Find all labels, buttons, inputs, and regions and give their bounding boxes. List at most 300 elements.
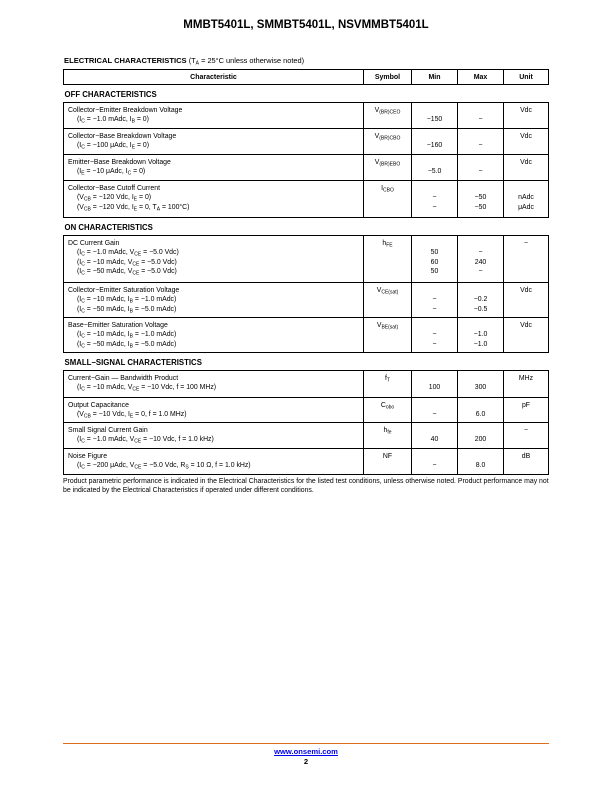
text-run: (I bbox=[77, 258, 82, 266]
subscript: fe bbox=[387, 429, 392, 436]
characteristic-name: Collector−Emitter Breakdown Voltage bbox=[68, 107, 183, 114]
test-condition bbox=[68, 330, 359, 339]
max-value: −50 bbox=[474, 194, 487, 202]
section-heading-row bbox=[64, 85, 549, 103]
unit-cell bbox=[504, 318, 549, 353]
col-symbol: Symbol bbox=[364, 70, 412, 85]
subscript: CE bbox=[134, 464, 142, 471]
subscript: S bbox=[185, 464, 189, 471]
unit-cell bbox=[504, 181, 549, 218]
min-value: − bbox=[432, 305, 437, 313]
min-value: 50 bbox=[430, 268, 439, 276]
subscript: (BR)CBO bbox=[379, 135, 401, 142]
characteristic-cell bbox=[64, 103, 364, 129]
text-run: = 10 Ω, f = 1.0 kHz) bbox=[188, 462, 251, 470]
text-run: = 0) bbox=[134, 116, 149, 124]
subscript: C bbox=[81, 298, 85, 305]
subscript: B bbox=[129, 343, 134, 350]
table-row bbox=[64, 103, 549, 129]
text-run: = 25°C unless otherwise noted) bbox=[199, 56, 305, 65]
characteristic-cell bbox=[64, 423, 364, 449]
characteristic-name: Collector−Emitter Saturation Voltage bbox=[68, 287, 180, 294]
subscript: CBO bbox=[383, 187, 394, 194]
min-value: − bbox=[432, 340, 437, 348]
text-run: = −5.0 Vdc) bbox=[141, 249, 179, 257]
test-condition bbox=[68, 295, 359, 304]
min-cell bbox=[412, 318, 458, 353]
unit-value: nAdc bbox=[518, 194, 534, 202]
table-row bbox=[64, 371, 549, 398]
max-value: −1.0 bbox=[473, 340, 488, 348]
unit-cell bbox=[504, 129, 549, 155]
subscript: CE bbox=[134, 251, 142, 258]
test-condition bbox=[68, 435, 359, 444]
test-condition bbox=[68, 267, 359, 276]
text-run: = −1.0 mAdc, V bbox=[84, 436, 135, 444]
text-run: h bbox=[383, 427, 388, 434]
max-value bbox=[458, 106, 503, 115]
max-cell bbox=[458, 371, 504, 398]
subscript: B bbox=[131, 118, 135, 125]
text-run: = −5.0 Vdc) bbox=[139, 258, 177, 266]
table-container bbox=[63, 69, 553, 495]
unit-cell bbox=[504, 155, 549, 181]
unit-value: Vdc bbox=[520, 133, 532, 140]
symbol-cell bbox=[364, 398, 412, 423]
subscript: CE bbox=[132, 261, 140, 268]
table-title-note bbox=[187, 56, 304, 65]
subscript: CB bbox=[83, 196, 91, 203]
text-run: = −10 Vdc, I bbox=[90, 411, 130, 419]
text-run: V bbox=[376, 287, 382, 294]
text-run: = −10 mAdc, V bbox=[84, 258, 133, 266]
subscript: C bbox=[81, 438, 85, 445]
max-value bbox=[458, 158, 503, 167]
characteristic-name: Emitter−Base Breakdown Voltage bbox=[68, 159, 171, 166]
max-cell bbox=[458, 155, 504, 181]
min-value: − bbox=[432, 296, 437, 304]
symbol-cell bbox=[364, 423, 412, 449]
unit-value: dB bbox=[521, 453, 531, 460]
text-run: = 0) bbox=[131, 168, 146, 176]
min-cell bbox=[412, 449, 458, 475]
unit-value: μAdc bbox=[518, 203, 534, 211]
unit-value: − bbox=[523, 240, 529, 247]
text-run: (I bbox=[77, 436, 82, 444]
footer-rule bbox=[63, 743, 549, 744]
symbol bbox=[364, 286, 411, 295]
min-value: −160 bbox=[426, 142, 443, 150]
characteristic-name: DC Current Gain bbox=[68, 240, 120, 247]
text-run: = −5.0 Vdc, R bbox=[141, 462, 186, 470]
unit-cell bbox=[504, 423, 549, 449]
characteristic-cell bbox=[64, 129, 364, 155]
text-run: = −1.0 mAdc, V bbox=[84, 249, 135, 257]
text-run: (I bbox=[77, 116, 82, 124]
text-run: (I bbox=[77, 384, 82, 392]
text-run: = −5.0 mAdc) bbox=[133, 340, 177, 348]
text-run: (I bbox=[77, 296, 82, 304]
max-cell bbox=[458, 318, 504, 353]
subscript: C bbox=[81, 333, 85, 340]
characteristic-name: Output Capacitance bbox=[68, 402, 129, 409]
text-run: (I bbox=[77, 249, 82, 257]
col-unit: Unit bbox=[504, 70, 549, 85]
characteristic-name: Small Signal Current Gain bbox=[68, 427, 148, 434]
subscript: B bbox=[129, 308, 134, 315]
characteristic-name: Noise Figure bbox=[68, 453, 108, 460]
unit-value: Vdc bbox=[520, 107, 532, 114]
min-value bbox=[412, 321, 457, 330]
text-run: = −50 mAdc, I bbox=[84, 305, 130, 313]
text-run: = −50 mAdc, I bbox=[84, 340, 130, 348]
characteristic-name: Collector−Base Breakdown Voltage bbox=[68, 133, 177, 140]
subscript: FE bbox=[386, 242, 393, 249]
subscript: C bbox=[127, 170, 132, 177]
table-row bbox=[64, 129, 549, 155]
max-value: − bbox=[478, 142, 483, 150]
max-cell bbox=[458, 449, 504, 475]
text-run: = 0) bbox=[135, 142, 150, 150]
characteristic-cell bbox=[64, 449, 364, 475]
min-value: − bbox=[432, 331, 437, 339]
unit-cell bbox=[504, 449, 549, 475]
max-cell bbox=[458, 283, 504, 318]
subscript: (BR)CEO bbox=[379, 109, 401, 116]
text-run: (I bbox=[77, 142, 82, 150]
max-value: −50 bbox=[474, 203, 487, 211]
symbol bbox=[364, 106, 411, 115]
text-run: = 0, f = 1.0 MHz) bbox=[133, 411, 187, 419]
symbol bbox=[364, 401, 411, 410]
text-run: = 0) bbox=[137, 194, 152, 202]
text-run: = −1.0 mAdc, I bbox=[84, 116, 132, 124]
max-value bbox=[458, 426, 503, 435]
text-run: (V bbox=[77, 203, 84, 211]
min-cell bbox=[412, 129, 458, 155]
table-row bbox=[64, 236, 549, 283]
text-run: = −120 Vdc, I bbox=[90, 203, 134, 211]
symbol-cell bbox=[364, 236, 412, 283]
unit-value: pF bbox=[521, 402, 531, 409]
max-value bbox=[458, 401, 503, 410]
subscript: C bbox=[81, 144, 85, 151]
table-title-bold: ELECTRICAL CHARACTERISTICS bbox=[64, 56, 187, 65]
test-condition bbox=[68, 383, 359, 392]
test-condition bbox=[68, 258, 359, 267]
max-cell bbox=[458, 398, 504, 423]
max-cell bbox=[458, 129, 504, 155]
characteristic-cell bbox=[64, 283, 364, 318]
max-value bbox=[458, 286, 503, 295]
max-value bbox=[458, 132, 503, 141]
max-value: −0.2 bbox=[473, 296, 488, 304]
subscript: CE bbox=[132, 270, 140, 277]
text-run: (I bbox=[77, 331, 82, 339]
text-run: = −50 mAdc, V bbox=[84, 268, 133, 276]
symbol-cell bbox=[364, 181, 412, 218]
text-run: (I bbox=[77, 305, 82, 313]
subscript: A bbox=[156, 206, 161, 213]
max-value bbox=[458, 374, 503, 383]
characteristic-cell bbox=[64, 155, 364, 181]
text-run: (I bbox=[77, 340, 82, 348]
min-value bbox=[412, 286, 457, 295]
unit-cell bbox=[504, 283, 549, 318]
min-value bbox=[412, 374, 457, 383]
subscript: CE bbox=[134, 438, 142, 445]
website-link[interactable]: www.onsemi.com bbox=[274, 747, 338, 756]
symbol-cell bbox=[364, 449, 412, 475]
symbol-cell bbox=[364, 283, 412, 318]
subscript: E bbox=[129, 413, 134, 420]
min-cell bbox=[412, 155, 458, 181]
text-run: (V bbox=[77, 411, 84, 419]
text-run: = −10 mAdc, V bbox=[84, 384, 133, 392]
min-cell bbox=[412, 371, 458, 398]
subscript: obo bbox=[385, 404, 395, 411]
subscript: CE bbox=[132, 386, 140, 393]
subscript: C bbox=[81, 118, 85, 125]
test-condition bbox=[68, 141, 359, 150]
min-value bbox=[412, 184, 457, 193]
col-max: Max bbox=[458, 70, 504, 85]
test-condition bbox=[68, 193, 359, 202]
subscript: E bbox=[81, 170, 85, 177]
min-value bbox=[412, 158, 457, 167]
symbol-cell bbox=[364, 371, 412, 398]
unit-value: Vdc bbox=[520, 322, 532, 329]
min-value: 100 bbox=[428, 384, 441, 392]
subscript: CE(sat) bbox=[381, 289, 399, 296]
subscript: C bbox=[81, 464, 85, 471]
unit-value: MHz bbox=[518, 375, 534, 382]
max-cell bbox=[458, 103, 504, 129]
min-value: − bbox=[432, 203, 437, 211]
max-cell bbox=[458, 181, 504, 218]
text-run: = −10 Vdc, f = 100 MHz) bbox=[139, 384, 217, 392]
subscript: C bbox=[81, 270, 85, 277]
text-run: = −5.0 Vdc) bbox=[139, 268, 177, 276]
test-condition bbox=[68, 410, 359, 419]
subscript: CB bbox=[83, 206, 91, 213]
max-value: 300 bbox=[474, 384, 487, 392]
max-cell bbox=[458, 236, 504, 283]
table-row bbox=[64, 283, 549, 318]
test-condition bbox=[68, 115, 359, 124]
min-value: 40 bbox=[430, 436, 439, 444]
test-condition bbox=[68, 340, 359, 349]
subscript: C bbox=[81, 261, 85, 268]
text-run: = −10 μAdc, I bbox=[84, 168, 128, 176]
text-run: = −10 mAdc, I bbox=[84, 296, 130, 304]
text-run: (I bbox=[77, 268, 82, 276]
text-run: = 100°C) bbox=[160, 203, 190, 211]
unit-cell bbox=[504, 236, 549, 283]
footnote: Product parametric performance is indicated in the Electrical Characteristics for the listed test conditions, unless otherwise noted. Product performance may not be indicated by the Electrical Characteristics if operated under different conditions. bbox=[63, 478, 549, 494]
max-value: − bbox=[478, 268, 483, 276]
symbol bbox=[364, 452, 411, 461]
max-value bbox=[458, 184, 503, 193]
table-row bbox=[64, 318, 549, 353]
section-heading: ON CHARACTERISTICS bbox=[64, 223, 153, 232]
max-value: − bbox=[478, 116, 483, 124]
col-min: Min bbox=[412, 70, 458, 85]
min-value bbox=[412, 452, 457, 461]
table-row bbox=[64, 155, 549, 181]
characteristic-cell bbox=[64, 371, 364, 398]
characteristic-cell bbox=[64, 398, 364, 423]
max-value bbox=[458, 321, 503, 330]
page-number: 2 bbox=[303, 757, 309, 766]
min-value bbox=[412, 401, 457, 410]
table-row bbox=[64, 181, 549, 218]
unit-cell bbox=[504, 398, 549, 423]
text-run: = −1.0 mAdc) bbox=[133, 331, 177, 339]
text-run: = −100 μAdc, I bbox=[84, 142, 132, 150]
min-value bbox=[412, 426, 457, 435]
max-value bbox=[458, 239, 503, 248]
max-value: −0.5 bbox=[473, 305, 488, 313]
section-heading: SMALL−SIGNAL CHARACTERISTICS bbox=[64, 358, 202, 367]
min-value: − bbox=[432, 462, 437, 470]
section-heading: OFF CHARACTERISTICS bbox=[64, 90, 157, 99]
symbol-cell bbox=[364, 103, 412, 129]
test-condition bbox=[68, 167, 359, 176]
subscript: (BR)EBO bbox=[379, 161, 401, 168]
test-condition bbox=[68, 248, 359, 257]
min-value bbox=[412, 106, 457, 115]
max-cell bbox=[458, 423, 504, 449]
subscript: E bbox=[133, 206, 138, 213]
characteristic-name: Current−Gain — Bandwidth Product bbox=[68, 375, 179, 382]
symbol-cell bbox=[364, 129, 412, 155]
subscript: T bbox=[386, 377, 390, 384]
max-value: 240 bbox=[474, 258, 487, 266]
text-run: (T bbox=[186, 56, 196, 65]
table-row bbox=[64, 398, 549, 423]
characteristic-cell bbox=[64, 181, 364, 218]
text-run: = −120 Vdc, I bbox=[90, 194, 134, 202]
document-header: MMBT5401L, SMMBT5401L, NSVMMBT5401L bbox=[183, 19, 429, 31]
characteristic-name: Base−Emitter Saturation Voltage bbox=[68, 322, 168, 329]
unit-value bbox=[504, 184, 548, 193]
max-value bbox=[458, 452, 503, 461]
symbol bbox=[364, 184, 411, 193]
min-cell bbox=[412, 423, 458, 449]
section-heading-row bbox=[64, 218, 549, 236]
subscript: CB bbox=[83, 413, 91, 420]
symbol bbox=[364, 158, 411, 167]
min-value: −150 bbox=[426, 116, 443, 124]
min-value bbox=[412, 239, 457, 248]
characteristic-name: Collector−Base Cutoff Current bbox=[68, 185, 160, 192]
max-value: − bbox=[478, 249, 483, 257]
min-value bbox=[412, 132, 457, 141]
text-run: = −5.0 mAdc) bbox=[133, 305, 177, 313]
text-run: I bbox=[381, 185, 384, 192]
max-value: 200 bbox=[474, 436, 487, 444]
test-condition bbox=[68, 305, 359, 314]
characteristic-cell bbox=[64, 318, 364, 353]
text-run: C bbox=[380, 402, 386, 409]
max-value: −1.0 bbox=[473, 331, 488, 339]
subscript: C bbox=[81, 386, 85, 393]
min-cell bbox=[412, 181, 458, 218]
symbol bbox=[364, 426, 411, 435]
text-run: V bbox=[374, 159, 380, 166]
subscript: A bbox=[195, 60, 200, 67]
subscript: E bbox=[133, 196, 138, 203]
symbol-cell bbox=[364, 155, 412, 181]
text-run: (V bbox=[77, 194, 84, 202]
min-value: − bbox=[432, 194, 437, 202]
min-cell bbox=[412, 398, 458, 423]
min-value: 60 bbox=[430, 258, 439, 266]
text-run: f bbox=[385, 375, 387, 382]
text-run: = 0, T bbox=[137, 203, 157, 211]
text-run: = −200 μAdc, V bbox=[84, 462, 135, 470]
characteristic-cell bbox=[64, 236, 364, 283]
section-heading-row bbox=[64, 353, 549, 371]
symbol bbox=[364, 321, 411, 330]
min-cell bbox=[412, 103, 458, 129]
max-value: 6.0 bbox=[475, 411, 486, 419]
subscript: C bbox=[81, 251, 85, 258]
min-value: − bbox=[432, 411, 437, 419]
text-run: V bbox=[376, 322, 382, 329]
text-run: V bbox=[374, 133, 380, 140]
text-run: h bbox=[382, 240, 387, 247]
unit-cell bbox=[504, 371, 549, 398]
subscript: C bbox=[81, 343, 85, 350]
subscript: BE(sat) bbox=[381, 324, 399, 331]
text-run: (I bbox=[77, 462, 82, 470]
min-cell bbox=[412, 236, 458, 283]
text-run: NF bbox=[382, 453, 393, 460]
table-row bbox=[64, 423, 549, 449]
subscript: E bbox=[131, 144, 136, 151]
unit-value: Vdc bbox=[520, 159, 532, 166]
max-value: − bbox=[478, 168, 483, 176]
text-run: = −10 mAdc, I bbox=[84, 331, 130, 339]
min-cell bbox=[412, 283, 458, 318]
col-characteristic: Characteristic bbox=[64, 70, 364, 85]
text-run: = −1.0 mAdc) bbox=[133, 296, 177, 304]
symbol bbox=[364, 374, 411, 383]
unit-cell bbox=[504, 103, 549, 129]
text-run: V bbox=[374, 107, 380, 114]
symbol-cell bbox=[364, 318, 412, 353]
table-row bbox=[64, 449, 549, 475]
subscript: C bbox=[81, 308, 85, 315]
symbol bbox=[364, 132, 411, 141]
symbol bbox=[364, 239, 411, 248]
min-value: 50 bbox=[430, 249, 439, 257]
test-condition bbox=[68, 203, 359, 212]
min-value: −5.0 bbox=[427, 168, 442, 176]
subscript: B bbox=[129, 333, 134, 340]
table-title bbox=[64, 56, 304, 65]
electrical-characteristics-table bbox=[63, 69, 549, 475]
unit-value: Vdc bbox=[520, 287, 532, 294]
subscript: B bbox=[129, 298, 134, 305]
unit-value: − bbox=[523, 427, 529, 434]
table-header-row bbox=[64, 70, 549, 85]
text-run: (I bbox=[77, 168, 82, 176]
text-run: = −10 Vdc, f = 1.0 kHz) bbox=[141, 436, 214, 444]
test-condition bbox=[68, 461, 359, 470]
